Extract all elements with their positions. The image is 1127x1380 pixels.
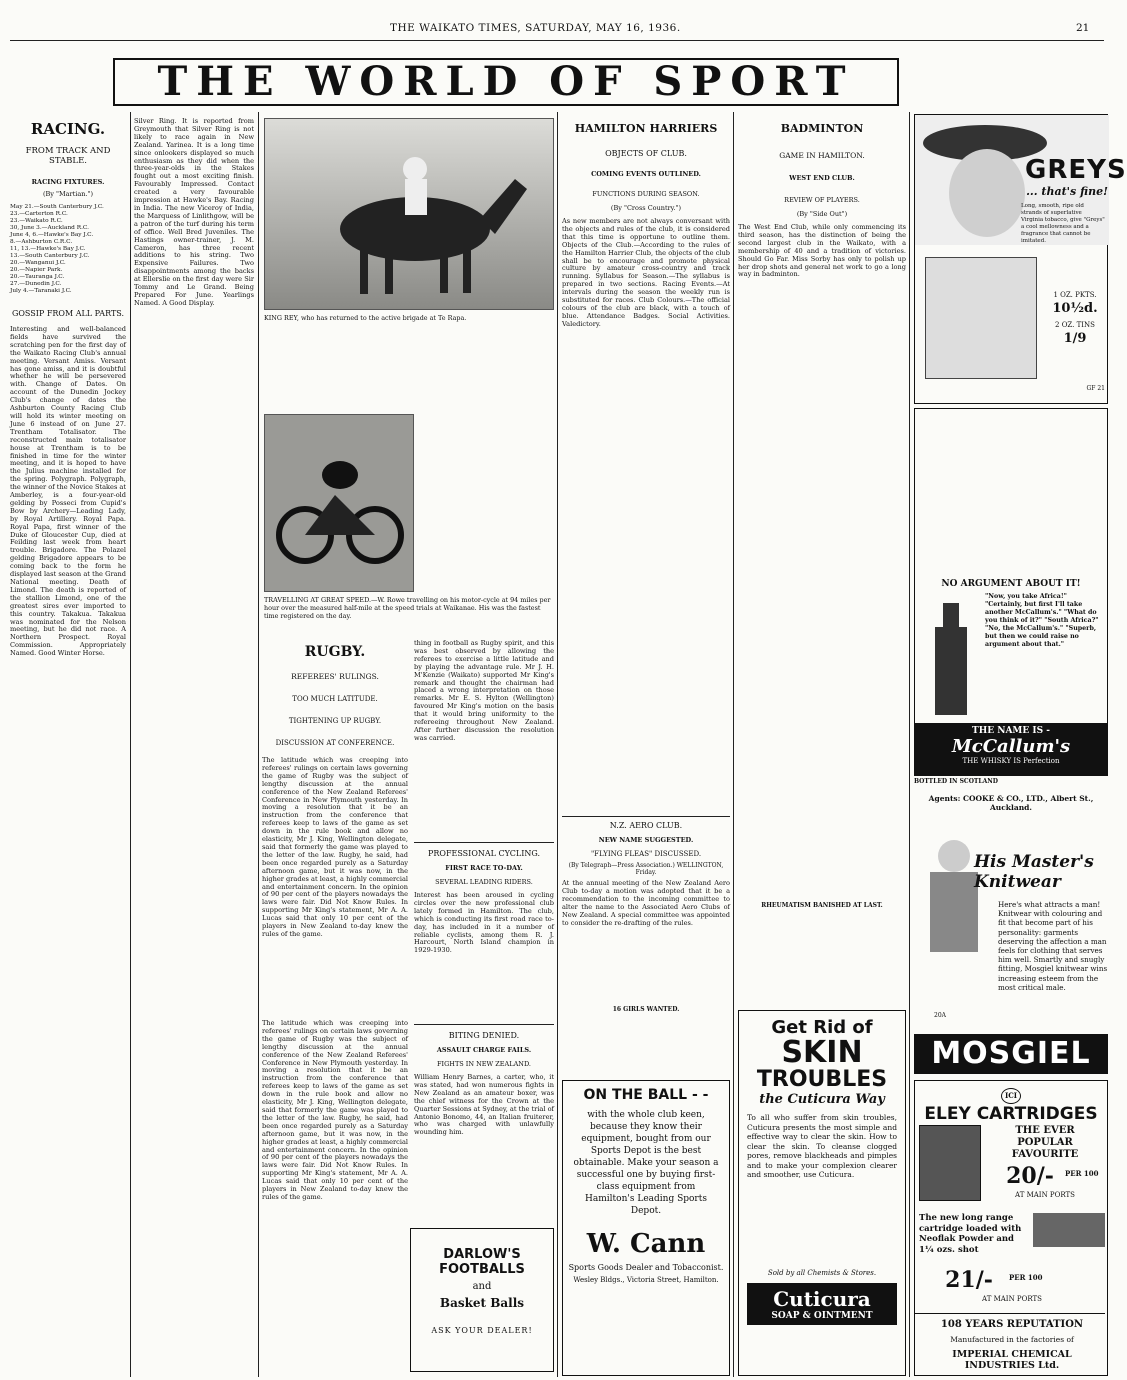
eley-mfg: Manufactured in the factories of — [950, 1335, 1074, 1344]
cuticura-ad — [738, 1010, 906, 1376]
biting-sub: ASSAULT CHARGE FAILS. — [436, 1046, 532, 1054]
rugby-article — [262, 640, 408, 1020]
fixture-item: 23.—Waikato R.C. — [10, 218, 63, 224]
badminton-heading-3: REVIEW OF PLAYERS. — [784, 196, 860, 204]
mccallums-quote: "Now, you take Africa!" "Certainly, but first I'll take another McCallum's." "What do you think of it?" "South Africa?" "No, the McCallum's." "Superb, but then we could raise no argument about that." — [985, 593, 1099, 648]
rheumatism-heading: RHEUMATISM BANISHED AT LAST. — [761, 902, 883, 909]
harriers-byline: (By "Cross Country.") — [610, 204, 682, 212]
eley-per2: PER 100 — [1009, 1273, 1043, 1282]
eley-price2: 21/- — [945, 1267, 993, 1293]
badminton-heading-2: WEST END CLUB. — [789, 174, 855, 182]
harriers-heading-2: COMING EVENTS OUTLINED. — [591, 170, 701, 178]
rugby-heading-4: DISCUSSION AT CONFERENCE. — [275, 739, 395, 747]
king-rey-photo — [264, 118, 554, 310]
racing-subtitle: FROM TRACK AND STABLE. — [25, 146, 111, 166]
cuticura-l2: SKIN — [781, 1035, 863, 1070]
fixture-item: 11, 13.—Hawke's Bay J.C. — [10, 246, 86, 252]
top-rule — [10, 40, 1104, 41]
mosgiel-brand: MOSGIEL — [931, 1036, 1091, 1071]
biting-title: BITING DENIED. — [414, 1024, 554, 1040]
cuticura-brand-box — [747, 1283, 897, 1325]
cycling-sub: FIRST RACE TO-DAY. — [445, 864, 523, 872]
cycling-body: Interest has been aroused in cycling circles over the new professional club lately formed in Hamilton. The club, which is conducting its first road race to-day, has included in it a number of reliable cyclists, among them R. J. Harcourt, North Island champion in 1929-1930. — [414, 891, 554, 955]
rugby-title: RUGBY. — [304, 644, 366, 660]
col-4b — [414, 640, 554, 1200]
harriers-heading-1: OBJECTS OF CLUB. — [605, 149, 687, 158]
mosgiel-ad — [914, 812, 1108, 1032]
racing-body: Interesting and well-balanced fields have survived the scratching pen for the first day of the Waikato Racing Club's annual meeting. Versant Amiss. Versant has gone amiss, and it is doubtful whether he will be persevered with. Change of Dates. On account of the Dunedin Jockey Club's change of dates the Ashburton County Racing Club will hold its winter meeting on June 6 instead of on June 27. Trentham Totalisator. The reconstructed main totalisator house at Trentham is to be finished in time for the winter meeting, and it is hoped to have the Julius machine installed for the spring. Polygraph. Polygraph, the winner of the Novice Stakes at Amberley, is a four-year-old gelding by Posseci from Cupid's Bow by Archery—Leading Lady, by Royal Artillery. Royal Papa. Royal Papa, first winner of the Duke of Gloucester Cup, died at Feilding last week from heart trouble. Brigadore. The Polazel gelding Brigadore appears to be coming back to the form he displayed last season at the Grand National meeting. Death of Limond. The death is reported of the stallion Limond, one of the greatest sires ever imported to this country. Takakua. Takakua was nominated for the Nelson meeting, but he did not race. A Northern Prospect. Royal Commission. Appropriately Named. Good Winter Horse. — [10, 325, 127, 658]
ici-logo — [915, 1083, 1107, 1104]
column-rule — [258, 112, 259, 1377]
w-cann-sub2: Wesley Bldgs., Victoria Street, Hamilton. — [573, 1276, 719, 1284]
mccallums-brand: McCallum's — [951, 736, 1071, 757]
king-rey-caption: KING REY, who has returned to the active brigade at Te Rapa. — [264, 314, 467, 322]
aero-title: N.Z. AERO CLUB. — [562, 816, 730, 830]
darlows-and: and — [472, 1281, 492, 1292]
rugby-body: The latitude which was creeping into referees' rulings on certain laws governing the game of Rugby was the subject of lengthy discussion at the annual conference of the New Zealand Referees' Conference in New Plymouth yesterday. In moving a resolution that it be an instruction from the conference that referees keep to laws of the game as set down in the rule book and allow no elasticity, Mr J. King, Wellington delegate, said that formerly the game was played to the letter of the law. Rugby, he said, had been once regarded purely as a Saturday afternoon game, but it was now, in the higher grades at least, a highly commercial and entertainment concern. In the opinion of 90 per cent of the players nowadays the laws were fair. Did Not Know Rules. In supporting Mr King's statement, Mr A. A. Lucas said that only 10 per cent of the players in New Zealand to-day knew the rules of the game. — [262, 756, 408, 938]
column-rule — [733, 112, 734, 1377]
mccallums-banner — [914, 724, 1108, 776]
greys-brand: GREYS — [1025, 155, 1127, 185]
aero-heading: "FLYING FLEAS" DISCUSSED. — [590, 850, 702, 858]
masthead-line: THE WAIKATO TIMES, SATURDAY, MAY 16, 1936. — [390, 22, 681, 34]
rugby-heading-1: REFEREES' RULINGS. — [291, 672, 379, 681]
racing-title: RACING. — [30, 120, 106, 138]
w-cann-name: W. Cann — [586, 1229, 706, 1259]
greys-pack1: 1 OZ. PKTS. — [1053, 291, 1097, 299]
gossip-heading: GOSSIP FROM ALL PARTS. — [11, 309, 125, 318]
aero-article — [562, 816, 730, 1016]
racing-column — [10, 116, 126, 1376]
fixture-item: 20.—Tauranga J.C. — [10, 274, 65, 280]
w-cann-sub1: Sports Goods Dealer and Tobacconist. — [568, 1263, 724, 1272]
fixture-item: July 4.—Taranaki J.C. — [10, 288, 72, 294]
rugby-heading-3: TIGHTENING UP RUGBY. — [288, 717, 382, 725]
cuticura-body: To all who suffer from skin troubles, Cuticura presents the most simple and effective way to clear the skin. How to clear the skin. To cleanse clogged pores, remove blackheads and pimples and to make your complexion clearer and smoother, use Cuticura. — [747, 1113, 897, 1179]
rugby-heading-2: TOO MUCH LATITUDE. — [292, 695, 378, 703]
eley-reputation: 108 YEARS REPUTATION — [940, 1319, 1084, 1330]
cuticura-brand: Cuticura — [773, 1287, 871, 1311]
greys-price2: 1/9 — [1063, 331, 1087, 346]
fixture-item: 8.—Ashburton C.R.C. — [10, 239, 73, 245]
mccallums-bottled: BOTTLED IN SCOTLAND — [914, 778, 998, 785]
darlows-ad — [410, 1228, 554, 1372]
fixture-item: 13.—South Canterbury J.C. — [10, 253, 90, 259]
eley-price1: 20/- — [1006, 1163, 1054, 1189]
motorcycle-image-icon — [265, 415, 413, 591]
eley-favourite: FAVOURITE — [1011, 1149, 1079, 1160]
fixture-item: May 21.—South Canterbury J.C. — [10, 204, 104, 210]
whisky-bottle-icon — [921, 597, 981, 717]
mosgiel-h1: His Master's — [974, 852, 1094, 872]
rugby-continuation: thing in football as Rugby spirit, and this was best observed by allowing the referees to exercise a little latitude and by playing the advantage rule. Mr J. H. M'Kenzie (Waikato) supported Mr King's remark and thought the chairman had placed a wrong interpretation on those remarks. Mr E. S. Hylton (Wellington) favoured Mr King's motion on the basis that it would bring uniformity to the refereeing throughout New Zealand. After further discussion the resolution was carried. — [414, 639, 554, 742]
on-the-ball-body: with the whole club keen, because they know their equipment, bought from our Sports Depot is the best obtainable. Make your season a successful one by buying first-class equipment from Hamilton's Leading Sports Depot. — [573, 1110, 719, 1216]
cartridge-box-image — [919, 1125, 981, 1201]
on-the-ball-title: ON THE BALL - - — [583, 1087, 709, 1103]
racing-continued-column: Silver Ring. It is reported from Greymouth that Silver Ring is not likely to race again in New Zealand. Yarinea. It is a long time since onlookers displayed so much enthusiasm as they did when the three-year-olds in the Stakes fought out a most exciting finish. Favourably Impressed. Contact created a very favourable impression at Hawke's Bay. Racing in India. The new Viceroy of India, the Marquess of Linlithgow, will be a patron of the turf during his term of office. Well Bred Juveniles. The Hastings owner-trainer, J. M. Cameron, has three recent additions to his string. Two Expensive Failures. Two disappointments among the backs at Ellerslie on the first day were Sir Tommy and Le Grand. Being Prepared For June. Yearlings Named. A Good Display. — [134, 117, 254, 307]
girls-wanted: 16 GIRLS WANTED. — [612, 1006, 680, 1013]
harriers-heading-3: FUNCTIONS DURING SEASON. — [592, 190, 700, 198]
badminton-byline: (By "Side Out") — [796, 210, 848, 218]
greys-tag: ... that's fine! — [1026, 185, 1108, 198]
greys-code: GF 21 — [1086, 385, 1105, 392]
mosgiel-code: 20A — [934, 1012, 946, 1019]
greys-body: Long, smooth, ripe old strands of superlative Virginia tobacco, give "Greys" a cool mellowness and a fragrance that cannot be imitated. — [1021, 203, 1105, 244]
aero-body: At the annual meeting of the New Zealand Aero Club to-day a motion was adopted that it be a recommendation to the incoming committee to alter the name to the Associated Aero Clubs of New Zealand. A special committee was appointed to consider the re-drafting of the rules. — [562, 879, 730, 927]
badminton-article — [738, 116, 906, 986]
aero-sub: NEW NAME SUGGESTED. — [598, 836, 694, 844]
maxim-cartridge-image — [1033, 1213, 1105, 1247]
cycling-title: PROFESSIONAL CYCLING. — [414, 842, 554, 858]
cuticura-l3: TROUBLES — [756, 1067, 888, 1092]
mccallums-name-is: THE NAME IS - — [972, 726, 1050, 736]
fixture-item: 27.—Dunedin J.C. — [10, 281, 62, 287]
mccallums-head: NO ARGUMENT ABOUT IT! — [941, 579, 1081, 589]
motorcycle-caption: TRAVELLING AT GREAT SPEED.—W. Rowe travelling on his motor-cycle at 94 miles per hour over the measured half-mile at the speed trials at Waikanae. His was the fastest time registered on the day. — [264, 596, 551, 620]
fixture-item: 20.—Wanganui J.C. — [10, 260, 66, 266]
darlows-basketballs: Basket Balls — [439, 1296, 525, 1310]
racing-byline: (By "Martian.") — [42, 190, 94, 198]
banner-title: THE WORLD OF SPORT — [157, 58, 855, 105]
cuticura-sold: Sold by all Chemists & Stores. — [767, 1269, 877, 1277]
eley-new: The new long range cartridge loaded with Neoflak Powder and 1¼ ozs. shot — [919, 1213, 1022, 1255]
harriers-title: HAMILTON HARRIERS — [574, 122, 718, 135]
badminton-heading-1: GAME IN HAMILTON. — [779, 151, 865, 160]
eley-per1: PER 100 — [1065, 1169, 1099, 1178]
biting-heading: FIGHTS IN NEW ZEALAND. — [437, 1060, 531, 1068]
cuticura-brand2: SOAP & OINTMENT — [771, 1311, 873, 1321]
biting-body: William Henry Barnes, a carter, who, it was stated, had won numerous fights in New Zealand as an amateur boxer, was the chief witness for the Crown at the Quarter Sessions at Sydney, at the trial of Antonio Bonomo, 44, an Italian fruiterer, who was charged with unlawfully wounding him. — [414, 1073, 554, 1137]
page-number: 21 — [1076, 22, 1090, 34]
greys-price1: 10½d. — [1052, 301, 1098, 316]
cuticura-l1: Get Rid of — [771, 1017, 873, 1038]
harriers-body: As new members are not always conversant with the objects and rules of the club, it is considered that this time is opportune to outline them. Objects of the Club.—According to the rules of the Hamilton Harrier Club, the objects of the club shall be to encourage and promote physical culture by amateur cross-country and track running. Syllabus for Season.—The syllabus is prepared in two sections. Racing Events.—At intervals during the season the weekly run is substituted for races. Club Colours.—The official colours of the club are black, with a touch of blue. Attendance Badges. Social Activities. Valedictory. — [562, 217, 730, 328]
ici-logo-text: ICI — [1001, 1088, 1021, 1104]
fixture-item: June 4, 6.—Hawke's Bay J.C. — [10, 232, 94, 238]
fixture-item: 23.—Carterton R.C. — [10, 211, 68, 217]
mosgiel-body: Here's what attracts a man! Knitwear with colouring and fit that become part of his personality: garments deserving the affection a man feels for clothing that serves him well. Smartly and snugly fitting, Mosgiel knitwear wins increasing esteem from the most critical male. — [998, 900, 1108, 992]
harriers-article — [562, 116, 730, 716]
fixture-item: 20.—Napier Park. — [10, 267, 63, 273]
horse-image-icon — [265, 119, 553, 309]
section-banner — [113, 58, 899, 106]
eley-ici-full: IMPERIAL CHEMICAL INDUSTRIES Ltd. — [952, 1349, 1072, 1371]
running-head — [0, 0, 1114, 40]
greys-pack2: 2 OZ. TINS — [1055, 321, 1095, 329]
aero-dateline: (By Telegraph—Press Association.) WELLINGTON, Friday. — [568, 862, 724, 876]
mccallums-slogan: THE WHISKY IS Perfection — [962, 757, 1060, 765]
eley-popular: POPULAR — [1017, 1137, 1073, 1148]
fixtures-list — [10, 204, 126, 295]
badminton-body: The West End Club, while only commencing its third season, has the distinction of being the second largest club in the Waikato, with a membership of 40 and a tradition of victories. Should Go Far. Miss Sorby has only to polish up her drop shots and general net work to go a long way in badminton. — [738, 223, 906, 279]
eley-the: THE EVER — [1015, 1125, 1075, 1136]
greys-ad — [914, 114, 1127, 404]
fixtures-heading: RACING FIXTURES. — [31, 178, 105, 186]
badminton-title: BADMINTON — [780, 122, 864, 135]
column-rule — [557, 112, 558, 1377]
on-the-ball-ad — [562, 1080, 730, 1376]
eley-ad — [914, 1080, 1108, 1376]
eley-title: ELEY CARTRIDGES — [924, 1104, 1098, 1124]
mosgiel-brand-box — [914, 1034, 1108, 1074]
eley-ports1: AT MAIN PORTS — [1015, 1191, 1075, 1199]
column-rule — [909, 112, 910, 1377]
greys-pack-image — [925, 257, 1037, 379]
darlows-title: DARLOW'S — [443, 1247, 521, 1262]
motorcycle-photo — [264, 414, 414, 592]
column-rule — [130, 112, 131, 1377]
rugby-body-continued: The latitude which was creeping into referees' rulings on certain laws governing the game of Rugby was the subject of lengthy discussion at the annual conference of the New Zealand Referees' Conference in New Plymouth yesterday. In moving a resolution that it be an instruction from the conference that referees keep to laws of the game as set down in the rule book and allow no elasticity, Mr J. King, Wellington delegate, said that formerly the game was played to the letter of the law. Rugby, he said, had been once regarded purely as a Saturday afternoon game, but it was now, in the higher grades at least, a highly commercial and entertainment concern. In the opinion of 90 per cent of the players nowadays the laws were fair. Did Not Know Rules. In supporting Mr King's statement, Mr A. A. Lucas said that only 10 per cent of the players in New Zealand to-day knew the rules of the game. — [262, 1019, 408, 1201]
mccallums-ad — [914, 408, 1108, 724]
darlows-tagline: ASK YOUR DEALER! — [431, 1326, 533, 1335]
cycling-heading: SEVERAL LEADING RIDERS. — [435, 878, 533, 886]
cuticura-l4: the Cuticura Way — [759, 1092, 885, 1107]
mosgiel-h2: Knitwear — [974, 872, 1061, 892]
fixture-item: 30, June 3.—Auckland R.C. — [10, 225, 90, 231]
darlows-footballs: FOOTBALLS — [439, 1262, 525, 1277]
mccallums-agents: Agents: COOKE & CO., LTD., Albert St., Auckland. — [928, 794, 1094, 812]
eley-ports2: AT MAIN PORTS — [982, 1295, 1042, 1303]
